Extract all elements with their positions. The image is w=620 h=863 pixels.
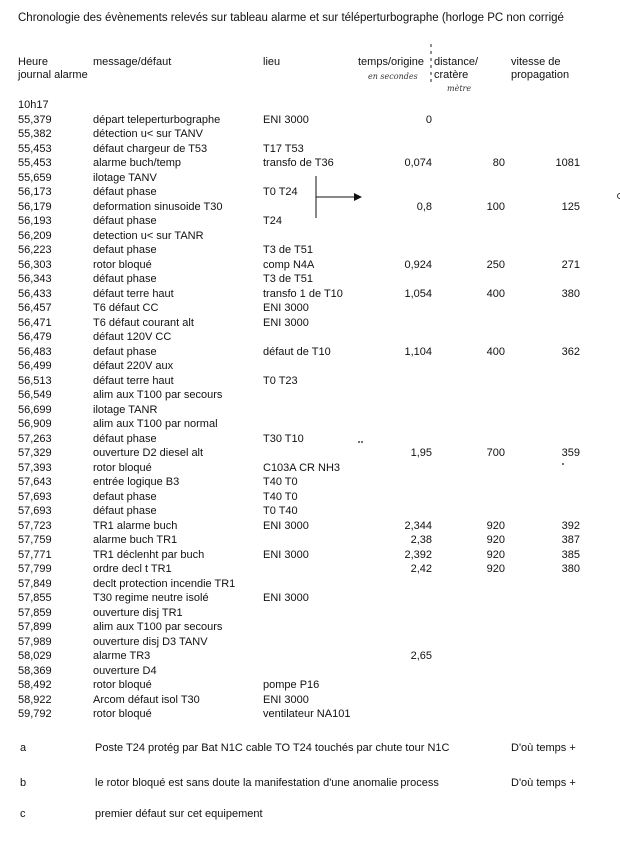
cell-vitesse: 362 (561, 345, 580, 358)
cell-lieu: ENI 3000 (263, 592, 309, 604)
header-heure: Heure journal alarme (18, 56, 88, 81)
table-row (0, 374, 620, 389)
note-text: Poste T24 protég par Bat N1C cable TO T24 touchés par chute tour N1C (95, 742, 450, 754)
table-row (0, 301, 620, 316)
table-row (0, 577, 620, 592)
cell-temps: 2,344 (404, 519, 432, 532)
cell-lieu: T0 T40 (263, 505, 298, 517)
cell-distance: 920 (486, 519, 505, 532)
table-row (0, 98, 620, 113)
cell-heure: 57,859 (18, 606, 52, 619)
cell-distance: 80 (492, 157, 505, 169)
table-row (0, 591, 620, 606)
cell-heure: 57,855 (18, 592, 52, 604)
cell-message: départ teleperturbographe (93, 113, 221, 126)
cell-lieu: défaut de T10 (263, 345, 331, 358)
table-row (0, 388, 620, 403)
cell-heure: 55,379 (18, 113, 52, 126)
cell-temps: 0 (425, 113, 432, 126)
table-row (0, 287, 620, 302)
cell-temps: 1,104 (404, 345, 432, 358)
cell-heure: 56,549 (18, 389, 52, 401)
cell-lieu: ENI 3000 (263, 302, 309, 314)
cell-temps: 1,054 (404, 287, 432, 300)
table-row (0, 490, 620, 505)
cell-message: TR1 alarme buch (93, 519, 178, 532)
cell-message: rotor bloqué (93, 708, 152, 720)
table-row (0, 620, 620, 635)
cell-message: rotor bloqué (93, 679, 152, 691)
cell-vitesse: 125 (561, 200, 580, 213)
cell-lieu: T24 (263, 215, 282, 227)
table-row (0, 113, 620, 128)
table-row (0, 229, 620, 244)
cell-distance: 400 (486, 287, 505, 300)
cell-heure: 55,382 (18, 128, 52, 140)
cell-vitesse: 359 (561, 447, 580, 459)
mark-speck (358, 441, 360, 443)
cell-message: alim aux T100 par secours (93, 389, 223, 401)
cell-message: défaut phase (93, 505, 157, 517)
cell-heure: 56,223 (18, 244, 52, 256)
document-title: Chronologie des évènements relevés sur tableau alarme et sur téléperturbographe (horloge PC non corrigé (18, 12, 564, 24)
table-row (0, 562, 620, 577)
handwritten-dist-unit: mètre (447, 84, 472, 93)
cell-lieu: pompe P16 (263, 679, 320, 691)
cell-lieu: ENI 3000 (263, 316, 309, 329)
cell-heure: 58,922 (18, 693, 52, 706)
cell-message: rotor bloqué (93, 258, 152, 271)
cell-message: ouverture D4 (93, 664, 157, 677)
cell-lieu: T0 T24 (263, 186, 298, 198)
cell-lieu: T17 T53 (263, 142, 304, 155)
table-row (0, 417, 620, 432)
cell-distance: 700 (486, 447, 505, 459)
table-row (0, 606, 620, 621)
table-row (0, 533, 620, 548)
cell-message: défaut phase (93, 432, 157, 445)
note-label: c (20, 808, 26, 820)
cell-heure: 57,723 (18, 519, 52, 532)
cell-lieu: ENI 3000 (263, 548, 309, 561)
cell-lieu: T0 T23 (263, 374, 298, 387)
cell-message: defaut phase (93, 244, 157, 256)
cell-heure: 56,471 (18, 316, 52, 329)
note-label: b (20, 777, 27, 789)
cell-heure: 56,303 (18, 258, 52, 271)
cell-vitesse: 387 (561, 534, 580, 546)
table-row (0, 316, 620, 331)
table-row (0, 272, 620, 287)
cell-heure: 57,693 (18, 490, 52, 503)
cell-heure: 57,693 (18, 505, 52, 517)
cell-message: défaut terre haut (93, 374, 174, 387)
table-row (0, 156, 620, 171)
table-row (0, 243, 620, 258)
table-row (0, 127, 620, 142)
table-row (0, 678, 620, 693)
cell-distance: 250 (486, 258, 505, 271)
cell-message: défaut terre haut (93, 287, 174, 300)
table-row (0, 635, 620, 650)
cell-heure: 55,659 (18, 171, 52, 184)
cell-distance: 920 (486, 548, 505, 561)
cell-heure: 56,483 (18, 345, 52, 358)
table-row (0, 461, 620, 476)
cell-heure: 55,453 (18, 142, 52, 155)
cell-heure: 56,343 (18, 273, 52, 285)
cell-message: ilotage TANV (93, 171, 157, 184)
cell-vitesse: 392 (561, 519, 580, 532)
cell-lieu: C103A CR NH3 (263, 461, 341, 474)
header-vitesse: vitesse de propagation (511, 56, 570, 81)
event-table (0, 98, 620, 722)
table-row (0, 200, 620, 215)
header-temps: temps/origine (358, 56, 425, 68)
cell-heure: 58,029 (18, 650, 52, 662)
table-row (0, 432, 620, 447)
cell-heure: 57,799 (18, 563, 52, 575)
table-row (0, 403, 620, 418)
cell-message: ouverture disj TR1 (93, 606, 183, 619)
cell-lieu: T30 T10 (263, 432, 304, 445)
cell-heure: 56,193 (18, 215, 52, 227)
table-row (0, 345, 620, 360)
cell-message: détection u< sur TANV (93, 128, 203, 140)
cell-heure: 56,179 (18, 200, 52, 213)
table-row (0, 693, 620, 708)
table-row (0, 446, 620, 461)
cell-temps: 0,074 (404, 157, 432, 169)
mark-speck (361, 441, 363, 443)
cell-message: T30 regime neutre isolé (93, 592, 209, 604)
cell-message: alim aux T100 par secours (93, 621, 223, 633)
cell-heure: 56,209 (18, 229, 52, 242)
note-text: le rotor bloqué est sans doute la manifestation d'une anomalie process (95, 777, 439, 789)
cell-heure: 56,457 (18, 302, 52, 314)
cell-temps: 2,38 (410, 534, 432, 546)
cell-message: défaut phase (93, 273, 157, 285)
cell-temps: 0,8 (416, 200, 432, 213)
cell-heure: 59,792 (18, 708, 52, 720)
table-row (0, 359, 620, 374)
cell-message: rotor bloqué (93, 461, 152, 474)
cell-distance: 920 (486, 534, 505, 546)
cell-lieu: T40 T0 (263, 490, 298, 503)
handwritten-separator (428, 44, 434, 84)
cell-temps: 2,65 (410, 650, 432, 662)
table-row (0, 548, 620, 563)
header-distance: distance/ cratère (434, 56, 479, 81)
cell-message: ordre decl t TR1 (93, 563, 172, 575)
cell-message: ouverture D2 diesel alt (93, 447, 204, 459)
cell-heure: 57,263 (18, 432, 52, 445)
cell-lieu: ventilateur NA101 (263, 708, 351, 720)
table-row (0, 142, 620, 157)
cell-message: TR1 déclenht par buch (93, 548, 205, 561)
cell-heure: 57,393 (18, 461, 52, 474)
note-text: premier défaut sur cet equipement (95, 808, 263, 820)
cell-message: detection u< sur TANR (93, 229, 204, 242)
cell-heure: 55,453 (18, 157, 52, 169)
cell-lieu: transfo 1 de T10 (263, 287, 343, 300)
table-row (0, 649, 620, 664)
cell-heure: 57,989 (18, 635, 52, 648)
cell-message: defaut phase (93, 345, 157, 358)
cell-message: ouverture disj D3 TANV (93, 635, 208, 648)
cell-message: alarme buch TR1 (93, 534, 178, 546)
table-row (0, 504, 620, 519)
table-row (0, 330, 620, 345)
cell-heure: 56,909 (18, 418, 52, 430)
arrow-icon (314, 176, 364, 220)
cell-message: deformation sinusoide T30 (93, 200, 223, 213)
cell-lieu: T40 T0 (263, 476, 298, 488)
cell-heure: 57,759 (18, 534, 52, 546)
cell-message: entrée logique B3 (93, 476, 180, 488)
cell-heure: 10h17 (18, 99, 49, 111)
table-row (0, 475, 620, 490)
cell-heure: 56,699 (18, 403, 52, 416)
cell-message: défaut chargeur de T53 (93, 142, 208, 155)
cell-heure: 57,899 (18, 621, 52, 633)
cell-temps: 2,42 (410, 563, 432, 575)
cell-heure: 56,499 (18, 360, 52, 372)
table-row (0, 171, 620, 186)
cell-lieu: ENI 3000 (263, 519, 309, 532)
cell-heure: 57,771 (18, 548, 52, 561)
cell-message: alim aux T100 par normal (93, 418, 218, 430)
cell-vitesse: 385 (561, 548, 580, 561)
table-row (0, 519, 620, 534)
note-label: a (20, 742, 27, 754)
cell-heure: 58,369 (18, 664, 52, 677)
mark-speck (562, 463, 564, 465)
cell-heure: 56,173 (18, 186, 52, 198)
header-message: message/défaut (93, 56, 172, 68)
cell-distance: 400 (486, 345, 505, 358)
cell-lieu: ENI 3000 (263, 113, 309, 126)
handwritten-temps-unit: en secondes (368, 72, 418, 81)
cell-heure: 57,329 (18, 447, 52, 459)
cell-lieu: comp N4A (263, 258, 315, 271)
cell-message: declt protection incendie TR1 (93, 577, 236, 590)
cell-lieu: transfo de T36 (263, 157, 334, 169)
cell-message: T6 défaut CC (93, 302, 159, 314)
cell-temps: 0,924 (404, 258, 432, 271)
cell-message: défaut 220V aux (93, 360, 174, 372)
cell-message: défaut phase (93, 186, 157, 198)
note-extra: D'où temps + (511, 777, 576, 789)
table-row (0, 258, 620, 273)
cell-message: ilotage TANR (93, 403, 158, 416)
cell-vitesse: 271 (561, 258, 580, 271)
cell-lieu: T3 de T51 (263, 273, 313, 285)
cell-message: défaut 120V CC (93, 331, 172, 343)
cell-vitesse: 380 (561, 287, 580, 300)
cell-heure: 56,513 (18, 374, 52, 387)
header-lieu: lieu (263, 56, 281, 68)
cell-message: Arcom défaut isol T30 (93, 693, 200, 706)
cell-heure: 57,643 (18, 476, 52, 488)
cell-message: alarme TR3 (93, 650, 151, 662)
cell-heure: 58,492 (18, 679, 52, 691)
cell-vitesse: 1081 (555, 157, 580, 169)
cell-vitesse: 380 (561, 563, 580, 575)
cell-distance: 100 (486, 200, 505, 213)
cell-temps: 2,392 (404, 548, 432, 561)
cell-message: défaut phase (93, 215, 157, 227)
cell-lieu: T3 de T51 (263, 244, 313, 256)
cell-heure: 56,433 (18, 287, 52, 300)
table-row (0, 214, 620, 229)
cell-message: defaut phase (93, 490, 157, 503)
table-row (0, 185, 620, 200)
table-row (0, 707, 620, 722)
cell-heure: 56,479 (18, 331, 52, 343)
cell-message: T6 défaut courant alt (93, 316, 194, 329)
cell-message: alarme buch/temp (93, 157, 182, 169)
cell-heure: 57,849 (18, 577, 52, 590)
note-extra: D'où temps + (511, 742, 576, 754)
cell-distance: 920 (486, 563, 505, 575)
cell-temps: 1,95 (410, 447, 432, 459)
table-row (0, 664, 620, 679)
cell-lieu: ENI 3000 (263, 693, 309, 706)
